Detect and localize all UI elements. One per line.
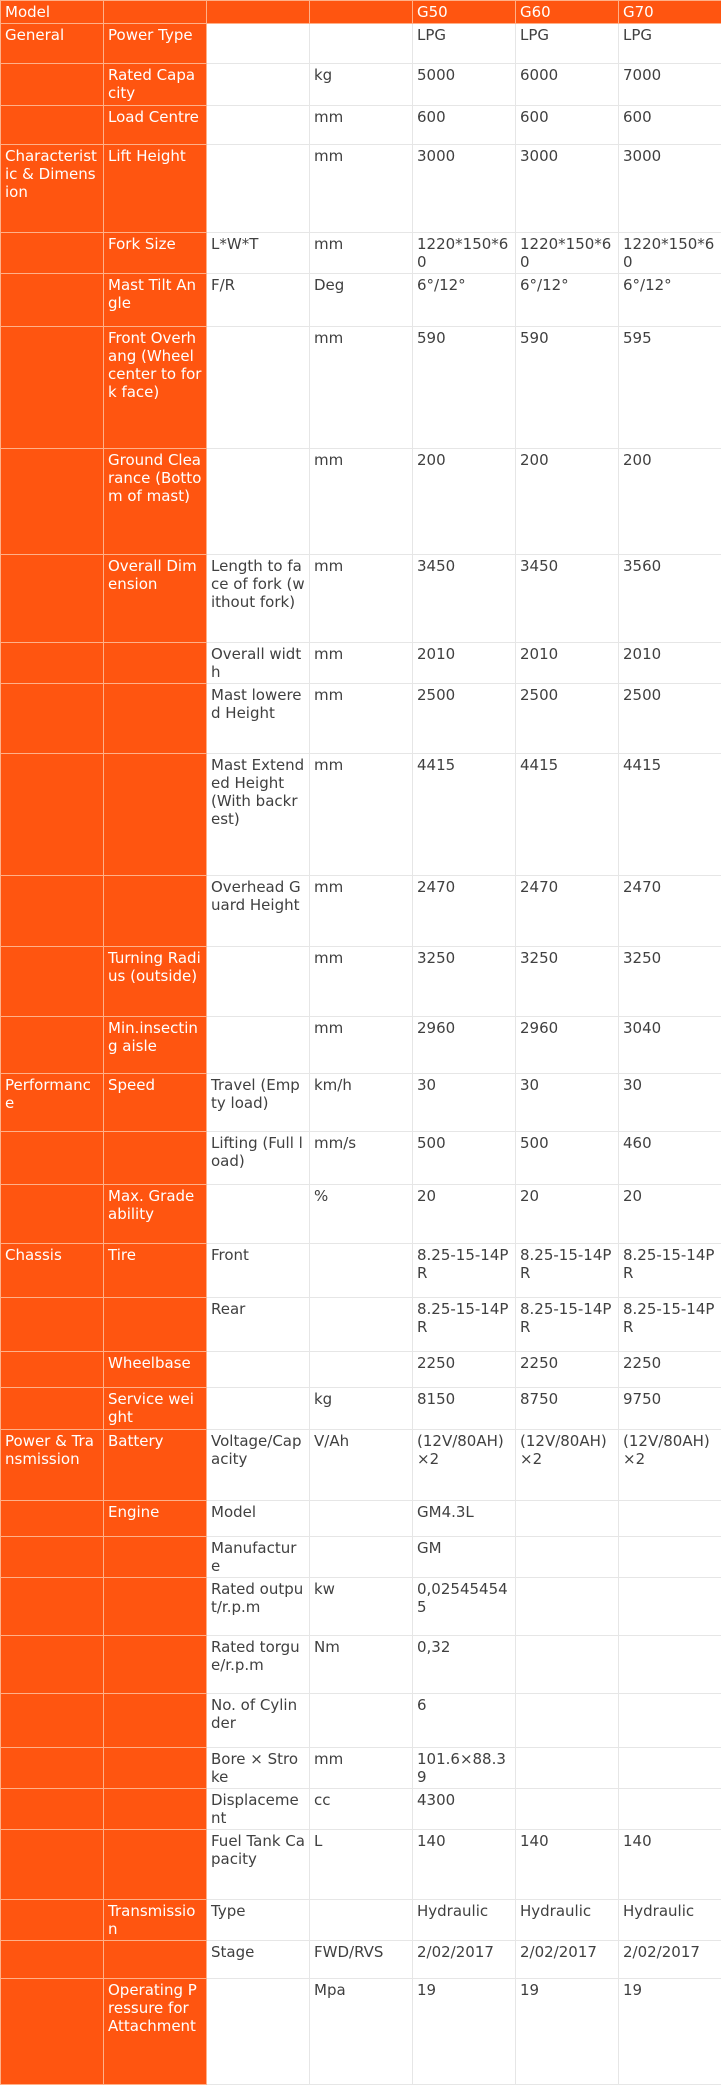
table-row <box>1 327 721 449</box>
g70-value-cell: 8.25-15-14PR <box>619 1244 721 1298</box>
item-cell <box>104 1694 207 1748</box>
item-cell: Power Type <box>104 24 207 64</box>
table-row <box>1 1017 721 1074</box>
g50-value-cell: 1220*150*60 <box>413 233 516 274</box>
category-cell <box>1 643 104 684</box>
g70-value-cell: 3000 <box>619 145 721 233</box>
table-row <box>1 684 721 754</box>
g60-value-cell <box>516 1537 619 1578</box>
table-row <box>1 64 721 106</box>
g70-value-cell <box>619 1537 721 1578</box>
g60-value-cell: 140 <box>516 1830 619 1900</box>
category-cell <box>1 233 104 274</box>
g60-value-cell <box>516 1636 619 1694</box>
g60-value-cell: 6°/12° <box>516 274 619 327</box>
g50-value-cell: 5000 <box>413 64 516 106</box>
g50-value-cell: 4415 <box>413 754 516 876</box>
g50-value-cell: 3250 <box>413 947 516 1017</box>
header-cell <box>104 1 207 24</box>
g60-value-cell <box>516 1694 619 1748</box>
header-cell-g70: G70 <box>619 1 721 24</box>
item-cell: Operating Pressure for Attachment <box>104 1979 207 2085</box>
unit-cell: mm <box>310 555 413 643</box>
unit-cell: V/Ah <box>310 1430 413 1501</box>
g50-value-cell: 6 <box>413 1694 516 1748</box>
item-cell: Turning Radius (outside) <box>104 947 207 1017</box>
g70-value-cell: 2250 <box>619 1352 721 1388</box>
sub-item-cell <box>207 1185 310 1244</box>
category-cell <box>1 754 104 876</box>
category-cell: Power & Transmission <box>1 1430 104 1501</box>
category-cell <box>1 64 104 106</box>
g60-value-cell: 30 <box>516 1074 619 1132</box>
g70-value-cell: 3560 <box>619 555 721 643</box>
g70-value-cell <box>619 1694 721 1748</box>
table-row <box>1 1748 721 1789</box>
category-cell <box>1 106 104 145</box>
g50-value-cell: 0,025454545 <box>413 1578 516 1636</box>
g70-value-cell: Hydraulic <box>619 1900 721 1941</box>
header-cell <box>310 1 413 24</box>
sub-item-cell <box>207 327 310 449</box>
g50-value-cell: 8.25-15-14PR <box>413 1298 516 1352</box>
g70-value-cell: LPG <box>619 24 721 64</box>
table-row <box>1 1900 721 1941</box>
g60-value-cell: 500 <box>516 1132 619 1185</box>
category-cell <box>1 1132 104 1185</box>
sub-item-cell: Manufacture <box>207 1537 310 1578</box>
table-row <box>1 1537 721 1578</box>
g70-value-cell: (12V/80AH)×2 <box>619 1430 721 1501</box>
sub-item-cell <box>207 1388 310 1430</box>
table-row <box>1 1830 721 1900</box>
g70-value-cell <box>619 1636 721 1694</box>
sub-item-cell: Front <box>207 1244 310 1298</box>
sub-item-cell: Mast Extended Height (With backrest) <box>207 754 310 876</box>
g50-value-cell: 200 <box>413 449 516 555</box>
unit-cell: mm <box>310 145 413 233</box>
g70-value-cell: 20 <box>619 1185 721 1244</box>
item-cell <box>104 754 207 876</box>
g60-value-cell: 2/02/2017 <box>516 1941 619 1979</box>
g70-value-cell: 3250 <box>619 947 721 1017</box>
g70-value-cell <box>619 1501 721 1537</box>
unit-cell: % <box>310 1185 413 1244</box>
unit-cell: Mpa <box>310 1979 413 2085</box>
unit-cell: mm <box>310 947 413 1017</box>
unit-cell <box>310 1537 413 1578</box>
category-cell: Performance <box>1 1074 104 1132</box>
g70-value-cell: 6°/12° <box>619 274 721 327</box>
item-cell <box>104 643 207 684</box>
g70-value-cell <box>619 1789 721 1830</box>
item-cell: Max. Gradeability <box>104 1185 207 1244</box>
g70-value-cell <box>619 1748 721 1789</box>
sub-item-cell: L*W*T <box>207 233 310 274</box>
sub-item-cell: Mast lowered Height <box>207 684 310 754</box>
g50-value-cell: 2960 <box>413 1017 516 1074</box>
g60-value-cell: 6000 <box>516 64 619 106</box>
header-cell-model: Model <box>1 1 104 24</box>
category-cell <box>1 1636 104 1694</box>
table-row <box>1 106 721 145</box>
g60-value-cell: 2470 <box>516 876 619 947</box>
sub-item-cell: Type <box>207 1900 310 1941</box>
g70-value-cell: 4415 <box>619 754 721 876</box>
g60-value-cell: (12V/80AH)×2 <box>516 1430 619 1501</box>
unit-cell: mm <box>310 1017 413 1074</box>
sub-item-cell: Rated output/r.p.m <box>207 1578 310 1636</box>
g70-value-cell: 7000 <box>619 64 721 106</box>
unit-cell: cc <box>310 1789 413 1830</box>
item-cell: Lift Height <box>104 145 207 233</box>
g60-value-cell: 20 <box>516 1185 619 1244</box>
g60-value-cell <box>516 1789 619 1830</box>
g50-value-cell: 2500 <box>413 684 516 754</box>
category-cell <box>1 274 104 327</box>
g50-value-cell: 140 <box>413 1830 516 1900</box>
item-cell: Fork Size <box>104 233 207 274</box>
item-cell: Load Centre <box>104 106 207 145</box>
category-cell <box>1 876 104 947</box>
g60-value-cell <box>516 1748 619 1789</box>
category-cell <box>1 1578 104 1636</box>
unit-cell: mm <box>310 327 413 449</box>
table-row <box>1 1185 721 1244</box>
g70-value-cell: 2500 <box>619 684 721 754</box>
sub-item-cell: Voltage/Capacity <box>207 1430 310 1501</box>
g50-value-cell: 30 <box>413 1074 516 1132</box>
item-cell <box>104 1830 207 1900</box>
g60-value-cell: 2960 <box>516 1017 619 1074</box>
g60-value-cell: 2500 <box>516 684 619 754</box>
item-cell <box>104 1537 207 1578</box>
sub-item-cell: Overhead Guard Height <box>207 876 310 947</box>
table-row <box>1 233 721 274</box>
sub-item-cell <box>207 1017 310 1074</box>
g50-value-cell: LPG <box>413 24 516 64</box>
g60-value-cell: 8.25-15-14PR <box>516 1244 619 1298</box>
unit-cell <box>310 1244 413 1298</box>
g70-value-cell: 30 <box>619 1074 721 1132</box>
unit-cell <box>310 1900 413 1941</box>
unit-cell: FWD/RVS <box>310 1941 413 1979</box>
table-row <box>1 1298 721 1352</box>
category-cell <box>1 1352 104 1388</box>
g70-value-cell: 3040 <box>619 1017 721 1074</box>
sub-item-cell: Displacement <box>207 1789 310 1830</box>
unit-cell: Nm <box>310 1636 413 1694</box>
unit-cell: mm <box>310 106 413 145</box>
unit-cell: mm/s <box>310 1132 413 1185</box>
category-cell <box>1 1941 104 1979</box>
sub-item-cell <box>207 64 310 106</box>
category-cell <box>1 449 104 555</box>
item-cell: Mast Tilt Angle <box>104 274 207 327</box>
category-cell <box>1 684 104 754</box>
table-row <box>1 449 721 555</box>
sub-item-cell <box>207 106 310 145</box>
item-cell <box>104 1578 207 1636</box>
item-cell <box>104 1298 207 1352</box>
category-cell <box>1 555 104 643</box>
unit-cell: mm <box>310 1748 413 1789</box>
g70-value-cell: 8.25-15-14PR <box>619 1298 721 1352</box>
sub-item-cell: Rated torgue/r.p.m <box>207 1636 310 1694</box>
item-cell: Tire <box>104 1244 207 1298</box>
unit-cell: mm <box>310 643 413 684</box>
g60-value-cell: 3250 <box>516 947 619 1017</box>
table-row <box>1 1352 721 1388</box>
sub-item-cell <box>207 145 310 233</box>
table-row <box>1 1074 721 1132</box>
unit-cell: L <box>310 1830 413 1900</box>
g60-value-cell: 4415 <box>516 754 619 876</box>
g70-value-cell: 1220*150*60 <box>619 233 721 274</box>
sub-item-cell: Fuel Tank Capacity <box>207 1830 310 1900</box>
table-row <box>1 1132 721 1185</box>
table-row <box>1 1388 721 1430</box>
table-row <box>1 1636 721 1694</box>
sub-item-cell: Model <box>207 1501 310 1537</box>
g50-value-cell: 0,32 <box>413 1636 516 1694</box>
header-cell <box>207 1 310 24</box>
g60-value-cell <box>516 1578 619 1636</box>
item-cell <box>104 684 207 754</box>
unit-cell: mm <box>310 876 413 947</box>
table-row <box>1 274 721 327</box>
unit-cell <box>310 1694 413 1748</box>
unit-cell <box>310 1352 413 1388</box>
g60-value-cell: 3450 <box>516 555 619 643</box>
g50-value-cell: 500 <box>413 1132 516 1185</box>
g70-value-cell: 200 <box>619 449 721 555</box>
table-header-row <box>1 1 721 24</box>
sub-item-cell: Lifting (Full load) <box>207 1132 310 1185</box>
sub-item-cell: Bore × Stroke <box>207 1748 310 1789</box>
g60-value-cell: 200 <box>516 449 619 555</box>
table-row <box>1 1244 721 1298</box>
unit-cell: km/h <box>310 1074 413 1132</box>
g50-value-cell: 8150 <box>413 1388 516 1430</box>
item-cell <box>104 1132 207 1185</box>
item-cell <box>104 1941 207 1979</box>
g50-value-cell: 3000 <box>413 145 516 233</box>
category-cell <box>1 1694 104 1748</box>
category-cell <box>1 1900 104 1941</box>
table-row <box>1 1578 721 1636</box>
table-row <box>1 1789 721 1830</box>
unit-cell: mm <box>310 449 413 555</box>
item-cell: Transmission <box>104 1900 207 1941</box>
g60-value-cell: LPG <box>516 24 619 64</box>
g50-value-cell: 2470 <box>413 876 516 947</box>
unit-cell: kg <box>310 64 413 106</box>
table-row <box>1 24 721 64</box>
category-cell <box>1 1501 104 1537</box>
item-cell <box>104 876 207 947</box>
category-cell <box>1 1789 104 1830</box>
g50-value-cell: 590 <box>413 327 516 449</box>
header-cell-g60: G60 <box>516 1 619 24</box>
g50-value-cell: 101.6×88.39 <box>413 1748 516 1789</box>
table-row <box>1 947 721 1017</box>
g60-value-cell: 8.25-15-14PR <box>516 1298 619 1352</box>
g70-value-cell: 2010 <box>619 643 721 684</box>
item-cell: Battery <box>104 1430 207 1501</box>
unit-cell: kw <box>310 1578 413 1636</box>
sub-item-cell: Travel (Empty load) <box>207 1074 310 1132</box>
table-row <box>1 145 721 233</box>
sub-item-cell <box>207 24 310 64</box>
g50-value-cell: Hydraulic <box>413 1900 516 1941</box>
category-cell: Characteristic & Dimension <box>1 145 104 233</box>
g70-value-cell: 2/02/2017 <box>619 1941 721 1979</box>
g50-value-cell: GM <box>413 1537 516 1578</box>
g50-value-cell: 2010 <box>413 643 516 684</box>
g60-value-cell: 2250 <box>516 1352 619 1388</box>
g70-value-cell: 9750 <box>619 1388 721 1430</box>
table-row <box>1 754 721 876</box>
item-cell: Min.insecting aisle <box>104 1017 207 1074</box>
table-row <box>1 1430 721 1501</box>
g50-value-cell: GM4.3L <box>413 1501 516 1537</box>
unit-cell: mm <box>310 233 413 274</box>
g50-value-cell: 6°/12° <box>413 274 516 327</box>
g50-value-cell: 3450 <box>413 555 516 643</box>
item-cell: Ground Clearance (Bottom of mast) <box>104 449 207 555</box>
unit-cell: mm <box>310 754 413 876</box>
g60-value-cell: 600 <box>516 106 619 145</box>
g50-value-cell: 2/02/2017 <box>413 1941 516 1979</box>
category-cell: Chassis <box>1 1244 104 1298</box>
sub-item-cell: F/R <box>207 274 310 327</box>
g60-value-cell: Hydraulic <box>516 1900 619 1941</box>
item-cell <box>104 1748 207 1789</box>
g60-value-cell: 2010 <box>516 643 619 684</box>
header-cell-g50: G50 <box>413 1 516 24</box>
category-cell <box>1 947 104 1017</box>
g70-value-cell: 595 <box>619 327 721 449</box>
table-row <box>1 1941 721 1979</box>
g70-value-cell: 19 <box>619 1979 721 2085</box>
category-cell: General <box>1 24 104 64</box>
sub-item-cell <box>207 947 310 1017</box>
category-cell <box>1 327 104 449</box>
unit-cell <box>310 1501 413 1537</box>
item-cell <box>104 1636 207 1694</box>
g50-value-cell: 19 <box>413 1979 516 2085</box>
g50-value-cell: 20 <box>413 1185 516 1244</box>
category-cell <box>1 1830 104 1900</box>
g60-value-cell <box>516 1501 619 1537</box>
g50-value-cell: (12V/80AH)×2 <box>413 1430 516 1501</box>
g70-value-cell: 2470 <box>619 876 721 947</box>
g70-value-cell: 600 <box>619 106 721 145</box>
g50-value-cell: 8.25-15-14PR <box>413 1244 516 1298</box>
sub-item-cell: Rear <box>207 1298 310 1352</box>
unit-cell: kg <box>310 1388 413 1430</box>
unit-cell: mm <box>310 684 413 754</box>
item-cell: Engine <box>104 1501 207 1537</box>
category-cell <box>1 1017 104 1074</box>
table-row <box>1 1501 721 1537</box>
category-cell <box>1 1748 104 1789</box>
item-cell: Rated Capacity <box>104 64 207 106</box>
item-cell: Service weight <box>104 1388 207 1430</box>
item-cell: Wheelbase <box>104 1352 207 1388</box>
g70-value-cell: 460 <box>619 1132 721 1185</box>
g60-value-cell: 3000 <box>516 145 619 233</box>
g70-value-cell: 140 <box>619 1830 721 1900</box>
unit-cell <box>310 1298 413 1352</box>
g50-value-cell: 2250 <box>413 1352 516 1388</box>
category-cell <box>1 1185 104 1244</box>
g50-value-cell: 600 <box>413 106 516 145</box>
category-cell <box>1 1298 104 1352</box>
item-cell: Front Overhang (Wheel center to fork face) <box>104 327 207 449</box>
unit-cell: Deg <box>310 274 413 327</box>
g60-value-cell: 590 <box>516 327 619 449</box>
sub-item-cell: Overall width <box>207 643 310 684</box>
g70-value-cell <box>619 1578 721 1636</box>
g60-value-cell: 19 <box>516 1979 619 2085</box>
unit-cell <box>310 24 413 64</box>
g50-value-cell: 4300 <box>413 1789 516 1830</box>
g60-value-cell: 8750 <box>516 1388 619 1430</box>
sub-item-cell: Length to face of fork (without fork) <box>207 555 310 643</box>
item-cell <box>104 1789 207 1830</box>
sub-item-cell <box>207 1352 310 1388</box>
sub-item-cell: Stage <box>207 1941 310 1979</box>
table-row <box>1 555 721 643</box>
table-row <box>1 1694 721 1748</box>
table-row <box>1 876 721 947</box>
item-cell: Overall Dimension <box>104 555 207 643</box>
sub-item-cell <box>207 449 310 555</box>
table-row <box>1 643 721 684</box>
category-cell <box>1 1537 104 1578</box>
item-cell: Speed <box>104 1074 207 1132</box>
category-cell <box>1 1388 104 1430</box>
g60-value-cell: 1220*150*60 <box>516 233 619 274</box>
sub-item-cell: No. of Cylinder <box>207 1694 310 1748</box>
